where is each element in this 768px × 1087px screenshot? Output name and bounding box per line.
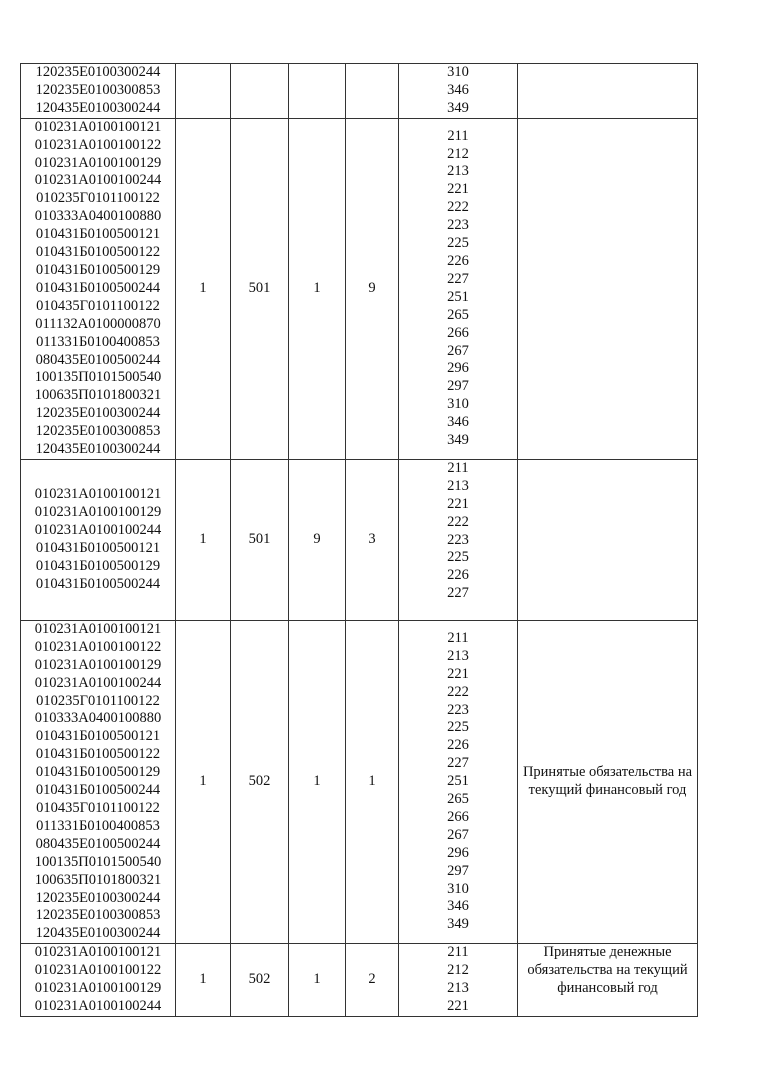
- kosgu-code: 221: [447, 997, 469, 1014]
- budget-code: 100635П0101800321: [34, 871, 162, 888]
- budget-code: 010431Б0100500129: [35, 261, 161, 278]
- budget-code: 010231А0100100244: [34, 522, 162, 539]
- table-row: [21, 64, 698, 119]
- budget-codes-cell: [21, 459, 176, 620]
- budget-code: 010435Г0101100122: [36, 297, 160, 314]
- kosgu-code: 227: [447, 585, 469, 602]
- ledger-table: [20, 63, 698, 1017]
- note-cell: [518, 118, 698, 459]
- budget-code: 120435Е0100300244: [35, 925, 161, 942]
- col3-cell: 501: [231, 118, 289, 459]
- budget-codes-cell: [21, 64, 176, 119]
- budget-code: 010231А0100100121: [34, 118, 162, 135]
- kosgu-code: 225: [447, 549, 469, 566]
- budget-code: 010231А0100100122: [34, 136, 162, 153]
- kosgu-cell: [399, 944, 518, 1017]
- budget-code: 010431Б0100500129: [35, 764, 161, 781]
- kosgu-code: 213: [447, 163, 469, 180]
- kosgu-code: 227: [447, 755, 469, 772]
- kosgu-code: 346: [447, 898, 469, 915]
- kosgu-code: 226: [447, 737, 469, 754]
- kosgu-code: 297: [447, 862, 469, 879]
- kosgu-code: 213: [447, 477, 469, 494]
- budget-code: 120235Е0100300853: [35, 907, 161, 924]
- kosgu-code: 227: [447, 270, 469, 287]
- budget-code: 010431Б0100500244: [35, 575, 161, 592]
- col4-cell: [289, 64, 346, 119]
- budget-code: 100135П0101500540: [34, 853, 162, 870]
- budget-code: 120235Е0100300244: [35, 405, 161, 422]
- kosgu-code: 266: [447, 808, 469, 825]
- kosgu-code: 349: [447, 99, 469, 116]
- budget-code: 010231А0100100121: [34, 486, 162, 503]
- col5-cell: [346, 64, 399, 119]
- table-row: [21, 944, 698, 1017]
- kosgu-code: 310: [447, 64, 469, 80]
- note-cell: Принятые денежные обязательства на текущий финансовый год: [518, 944, 698, 1017]
- col4-cell: 1: [289, 118, 346, 459]
- kosgu-code: 221: [447, 665, 469, 682]
- col5-cell: 3: [346, 459, 399, 620]
- kosgu-code: 265: [447, 306, 469, 323]
- budget-code: 120235Е0100300853: [35, 423, 161, 440]
- kosgu-code: 296: [447, 844, 469, 861]
- budget-code: 010235Г0101100122: [36, 190, 160, 207]
- kosgu-code: 346: [447, 81, 469, 98]
- kosgu-code: 310: [447, 880, 469, 897]
- budget-code: 010231А0100100121: [34, 620, 162, 637]
- budget-code: 010333А0400100880: [34, 208, 162, 225]
- note-cell: [518, 459, 698, 620]
- kosgu-code: 212: [447, 962, 469, 979]
- col3-cell: [231, 64, 289, 119]
- kosgu-code: 225: [447, 719, 469, 736]
- budget-code: 010231А0100100129: [34, 980, 162, 997]
- budget-codes-cell: [21, 944, 176, 1017]
- budget-code: 120235Е0100300853: [35, 81, 161, 98]
- budget-code: 010431Б0100500244: [35, 782, 161, 799]
- budget-code: 100635П0101800321: [34, 387, 162, 404]
- budget-code: 080435Е0100500244: [35, 835, 161, 852]
- budget-code: 010431Б0100500244: [35, 279, 161, 296]
- kosgu-code: 211: [447, 944, 469, 961]
- budget-code: 010333А0400100880: [34, 710, 162, 727]
- kosgu-code: 225: [447, 235, 469, 252]
- table-row: [21, 118, 698, 459]
- budget-code: 010431Б0100500121: [35, 728, 161, 745]
- kosgu-code: 213: [447, 647, 469, 664]
- kosgu-code: 226: [447, 567, 469, 584]
- kosgu-code: 212: [447, 145, 469, 162]
- budget-code: 010231А0100100129: [34, 656, 162, 673]
- table-row: [21, 620, 698, 943]
- budget-code: 100135П0101500540: [34, 369, 162, 386]
- kosgu-cell: [399, 459, 518, 620]
- kosgu-code: 296: [447, 360, 469, 377]
- budget-code: 010231А0100100244: [34, 674, 162, 691]
- budget-code: 010231А0100100121: [34, 944, 162, 961]
- col2-cell: 1: [176, 459, 231, 620]
- budget-code: 010231А0100100129: [34, 154, 162, 171]
- budget-code: 010431Б0100500122: [35, 244, 161, 261]
- budget-code: 010431Б0100500129: [35, 557, 161, 574]
- kosgu-code: 310: [447, 396, 469, 413]
- col3-cell: 502: [231, 620, 289, 943]
- col2-cell: 1: [176, 620, 231, 943]
- budget-code: 010431Б0100500121: [35, 226, 161, 243]
- kosgu-code: 223: [447, 701, 469, 718]
- budget-code: 080435Е0100500244: [35, 351, 161, 368]
- kosgu-code: 226: [447, 253, 469, 270]
- budget-code: 010231А0100100129: [34, 504, 162, 521]
- budget-code: 010431Б0100500122: [35, 746, 161, 763]
- col5-cell: 2: [346, 944, 399, 1017]
- kosgu-code: 213: [447, 980, 469, 997]
- kosgu-code: 267: [447, 826, 469, 843]
- note-cell: Принятые обязательства на текущий финансовый год: [518, 620, 698, 943]
- budget-code: 120235Е0100300244: [35, 889, 161, 906]
- col3-cell: 502: [231, 944, 289, 1017]
- kosgu-code: 346: [447, 414, 469, 431]
- kosgu-cell: [399, 64, 518, 119]
- kosgu-code: 221: [447, 495, 469, 512]
- kosgu-code: 211: [447, 459, 469, 476]
- kosgu-code: 221: [447, 181, 469, 198]
- kosgu-code: 265: [447, 791, 469, 808]
- kosgu-code: 349: [447, 916, 469, 933]
- col3-cell: 501: [231, 459, 289, 620]
- kosgu-code: 251: [447, 288, 469, 305]
- kosgu-code: 211: [447, 127, 469, 144]
- kosgu-code: 223: [447, 217, 469, 234]
- budget-code: 010431Б0100500121: [35, 539, 161, 556]
- kosgu-code: 267: [447, 342, 469, 359]
- budget-code: 120435Е0100300244: [35, 441, 161, 458]
- budget-code: 010231А0100100122: [34, 962, 162, 979]
- kosgu-cell: [399, 620, 518, 943]
- col5-cell: 9: [346, 118, 399, 459]
- col4-cell: 1: [289, 620, 346, 943]
- note-cell: [518, 64, 698, 119]
- kosgu-code: 349: [447, 432, 469, 449]
- kosgu-code: 266: [447, 324, 469, 341]
- kosgu-code: 251: [447, 773, 469, 790]
- ledger-body: [21, 64, 698, 1017]
- budget-code: 010231А0100100122: [34, 638, 162, 655]
- budget-code: 011132А0100000870: [35, 315, 161, 332]
- budget-code: 010231А0100100244: [34, 172, 162, 189]
- col4-cell: 9: [289, 459, 346, 620]
- budget-codes-cell: [21, 620, 176, 943]
- kosgu-code: 223: [447, 531, 469, 548]
- kosgu-code: 222: [447, 683, 469, 700]
- budget-code: 011331Б0100400853: [36, 333, 160, 350]
- kosgu-code: 297: [447, 378, 469, 395]
- kosgu-code: 211: [447, 629, 469, 646]
- col2-cell: 1: [176, 944, 231, 1017]
- col2-cell: 1: [176, 118, 231, 459]
- budget-code: 120435Е0100300244: [35, 99, 161, 116]
- budget-code: 010435Г0101100122: [36, 800, 160, 816]
- col2-cell: [176, 64, 231, 119]
- table-row: [21, 459, 698, 620]
- kosgu-cell: [399, 118, 518, 459]
- budget-code: 010231А0100100244: [34, 997, 162, 1014]
- budget-codes-cell: [21, 118, 176, 459]
- budget-code: 010235Г0101100122: [36, 692, 160, 709]
- kosgu-code: 222: [447, 513, 469, 530]
- col4-cell: 1: [289, 944, 346, 1017]
- budget-code: 120235Е0100300244: [35, 64, 161, 80]
- kosgu-code: 222: [447, 199, 469, 216]
- budget-code: 011331Б0100400853: [36, 817, 160, 834]
- col5-cell: 1: [346, 620, 399, 943]
